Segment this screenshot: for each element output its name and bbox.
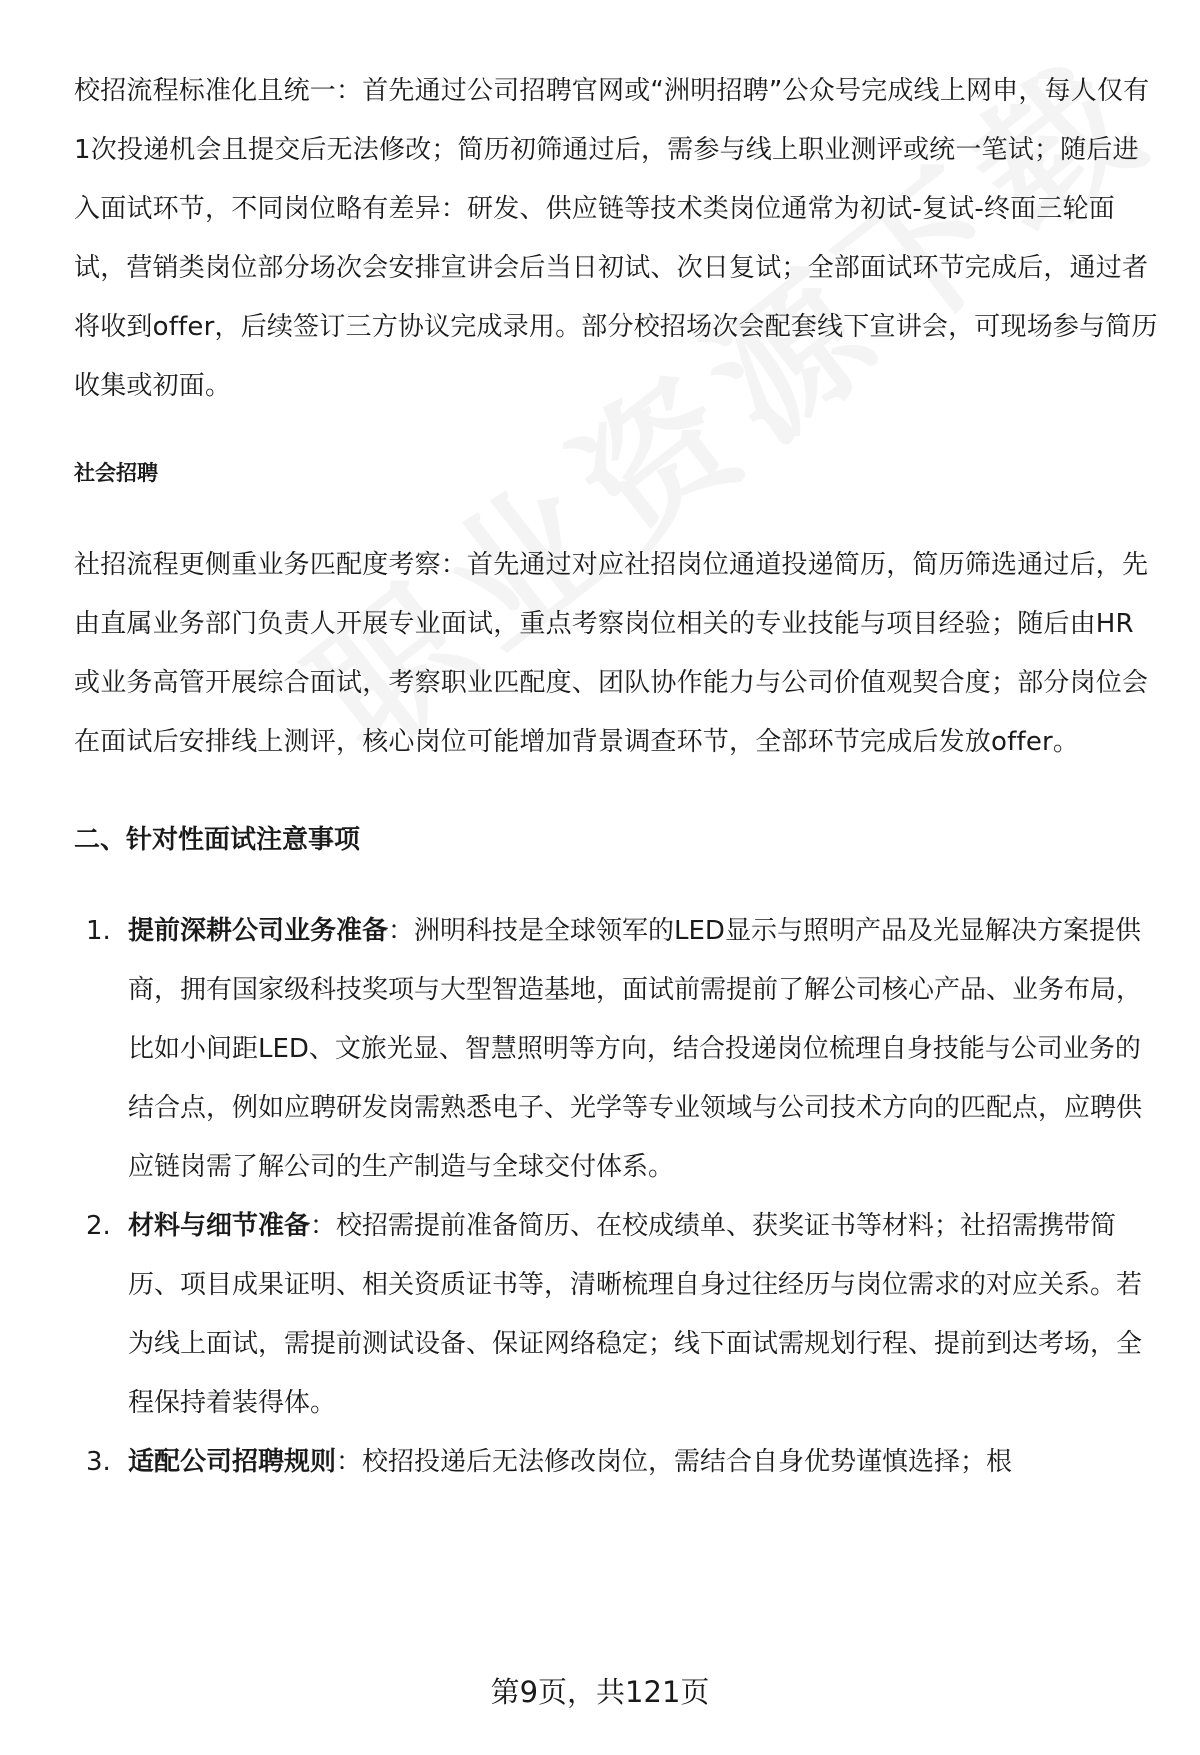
list-item-number: 2. bbox=[86, 1211, 111, 1241]
page-number-footer: 第9页，共121页 bbox=[490, 1675, 710, 1709]
campus-recruitment-paragraph: 校招流程标准化且统一：首先通过公司招聘官网或“洲明招聘”公众号完成线上网申，每人仅有1次投递机会且提交后无法修改；简历初筛通过后，需参与线上职业测评或统一笔试；随后进入面试环节，不同岗位略有差异：研发、供应链等技术类岗位通常为初试-复试-终面三轮面试，营销类岗位部分场次会安排宣讲会后当日初试、次日复试；全部面试环节完成后，通过者将收到offer，后续签订三方协议完成录用。部分校招场次会配套线下宣讲会，可现场参与简历收集或初面。 bbox=[74, 76, 1158, 401]
section-title: 二、针对性面试注意事项 bbox=[74, 825, 361, 855]
list-item bbox=[74, 1433, 1160, 1492]
interview-tips-list bbox=[74, 902, 1160, 1492]
list-item-number: 1. bbox=[86, 916, 111, 946]
list-item-lead: 适配公司招聘规则 bbox=[128, 1447, 337, 1477]
list-item bbox=[74, 902, 1160, 1197]
list-item-lead: 材料与细节准备 bbox=[128, 1211, 311, 1241]
social-recruitment-heading: 社会招聘 bbox=[74, 461, 158, 485]
list-item-text: ：洲明科技是全球领军的LED显示与照明产品及光显解决方案提供商，拥有国家级科技奖项与大型智造基地，面试前需提前了解公司核心产品、业务布局，比如小间距LED、文旅光显、智慧照明等方向，结合投递岗位梳理自身技能与公司业务的结合点，例如应聘研发岗需熟悉电子、光学等专业领域与公司技术方向的匹配点，应聘供应链岗需了解公司的生产制造与全球交付体系。 bbox=[128, 916, 1143, 1182]
social-recruitment-paragraph: 社招流程更侧重业务匹配度考察：首先通过对应社招岗位通道投递简历，简历筛选通过后，先由直属业务部门负责人开展专业面试，重点考察岗位相关的专业技能与项目经验；随后由HR或业务高管开展综合面试，考察职业匹配度、团队协作能力与公司价值观契合度；部分岗位会在面试后安排线上测评，核心岗位可能增加背景调查环节，全部环节完成后发放offer。 bbox=[74, 550, 1149, 757]
list-item-number: 3. bbox=[86, 1447, 111, 1477]
list-item-text: ：校招需提前准备简历、在校成绩单、获奖证书等材料；社招需携带简历、项目成果证明、相关资质证书等，清晰梳理自身过往经历与岗位需求的对应关系。若为线上面试，需提前测试设备、保证网络稳定；线下面试需规划行程、提前到达考场，全程保持着装得体。 bbox=[128, 1211, 1143, 1418]
page-content bbox=[74, 62, 1160, 1492]
list-item-text: ：校招投递后无法修改岗位，需结合自身优势谨慎选择；根 bbox=[336, 1447, 1013, 1477]
list-item-lead: 提前深耕公司业务准备 bbox=[128, 916, 389, 946]
list-item bbox=[74, 1197, 1160, 1433]
